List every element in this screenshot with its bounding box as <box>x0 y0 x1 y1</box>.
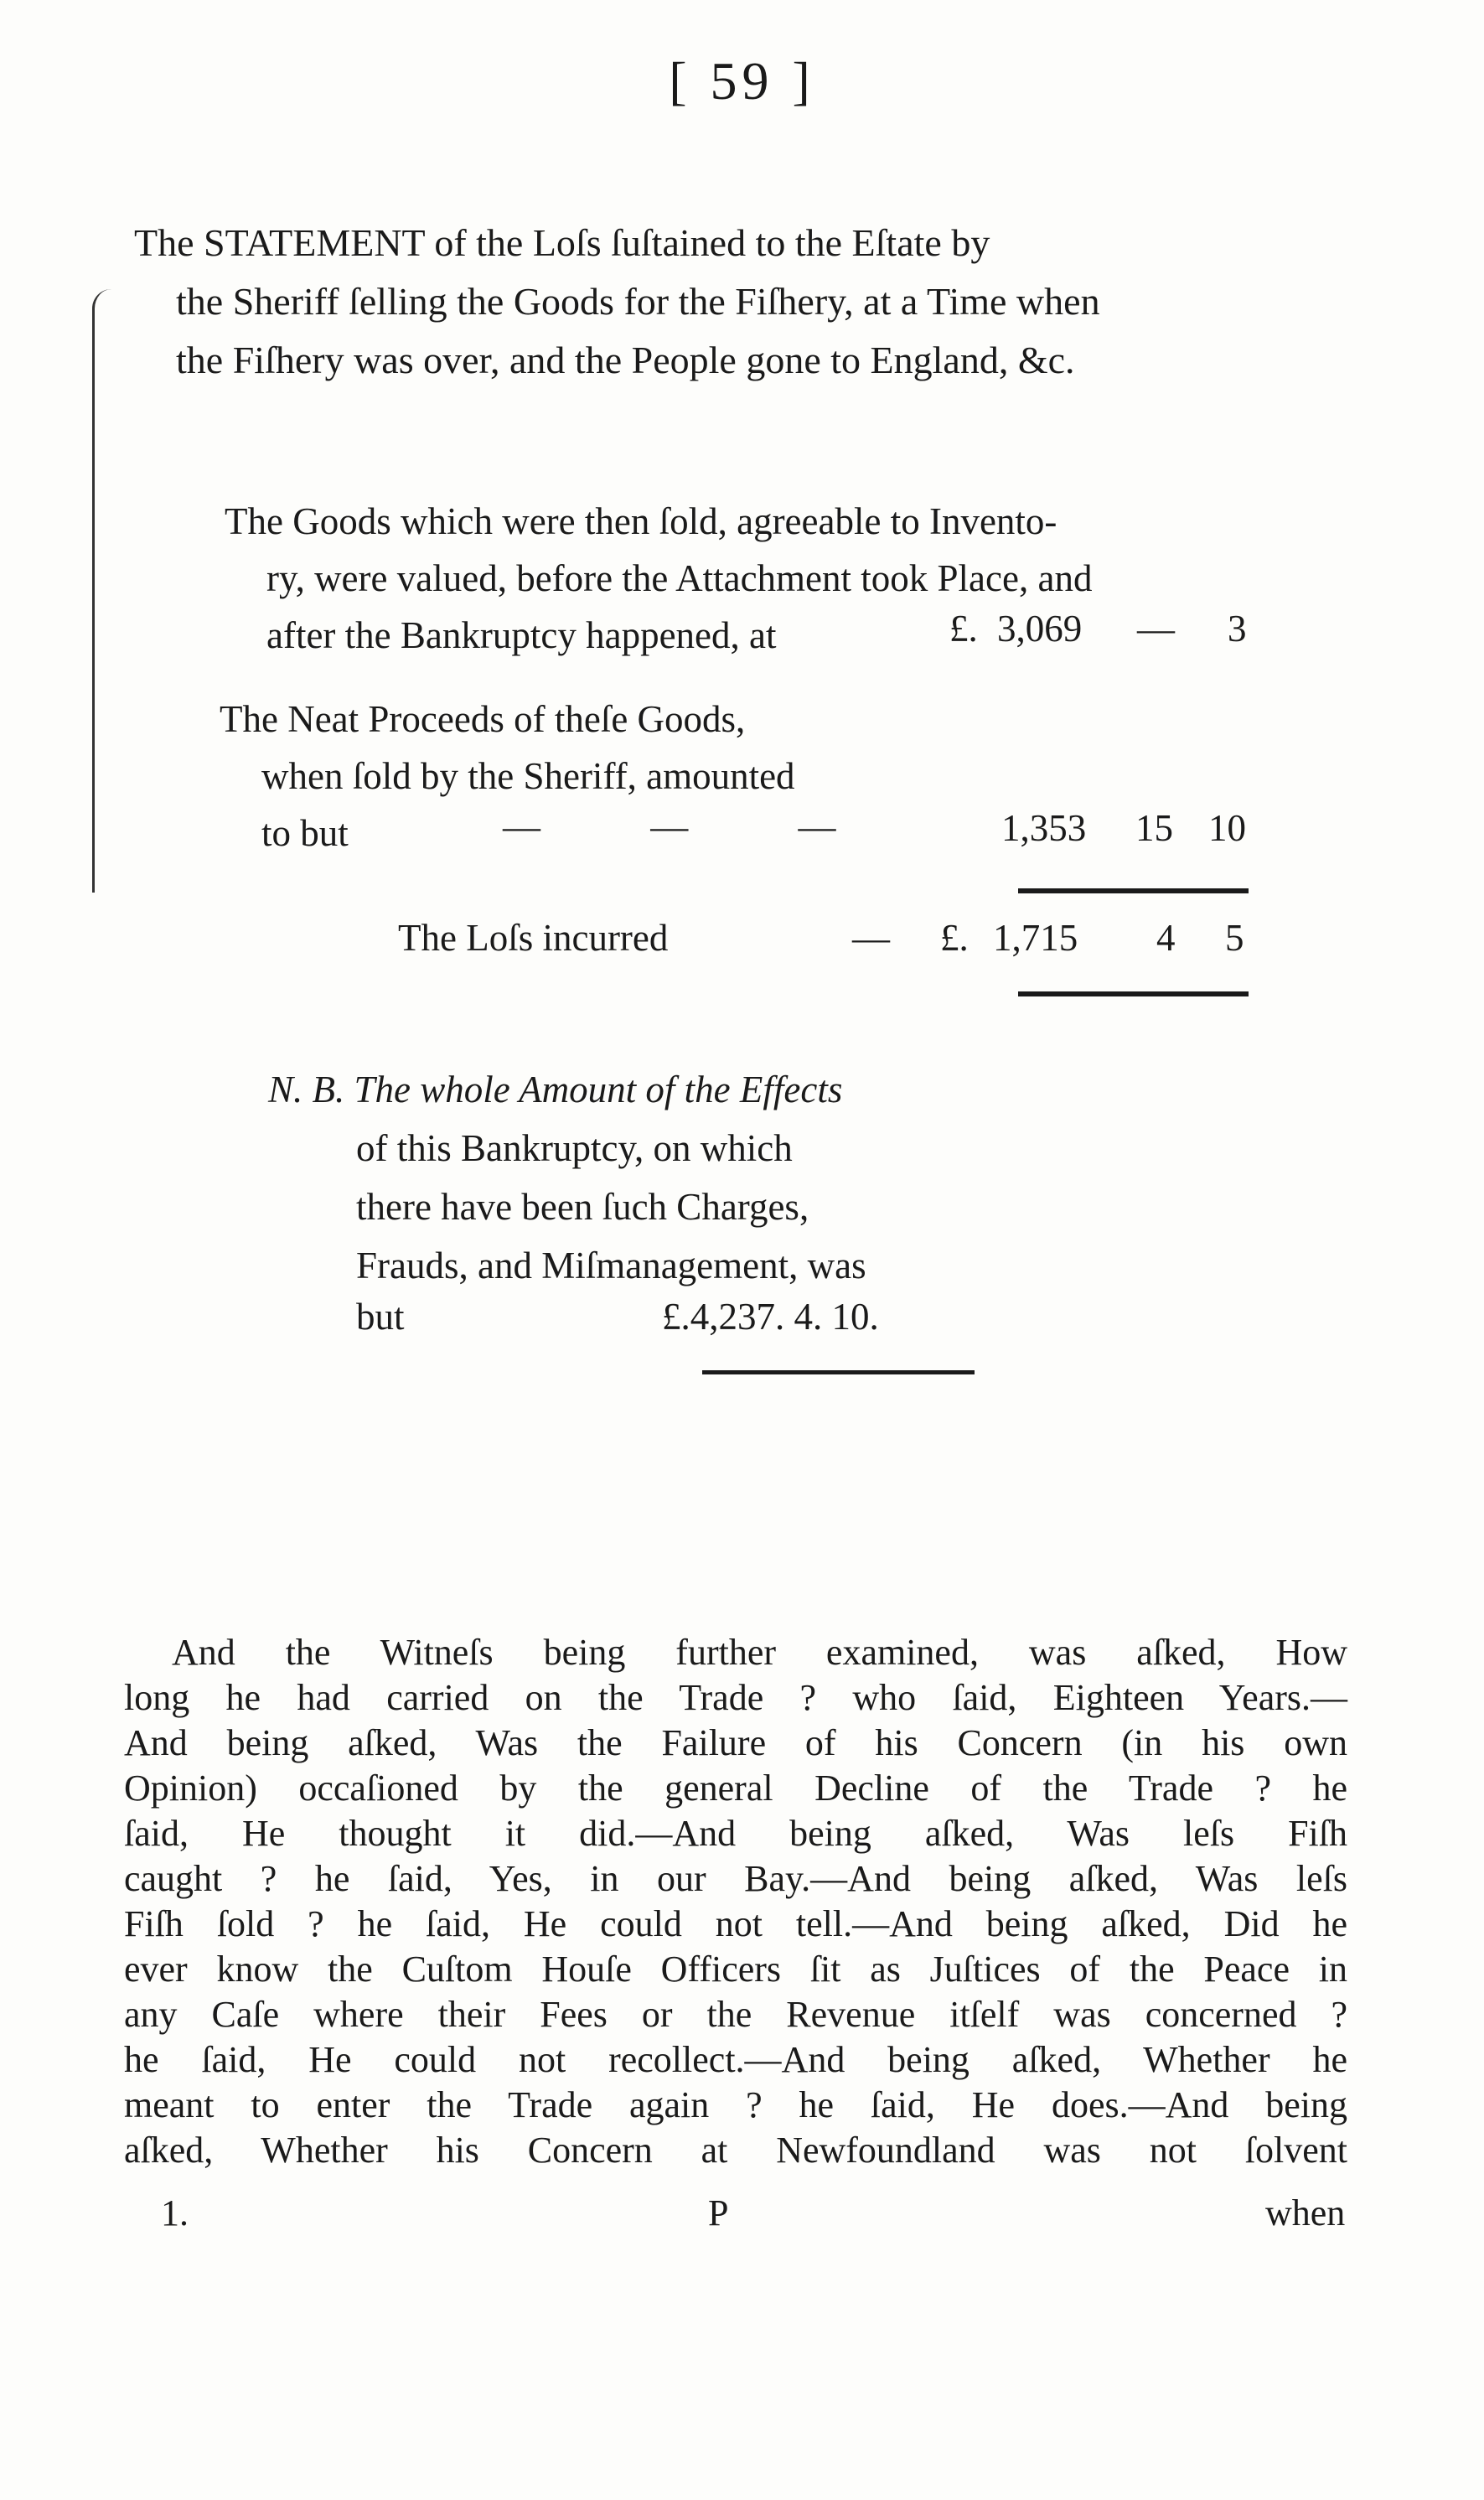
goods-valued-pence: 3 <box>1228 608 1247 650</box>
subtotal-rule <box>1018 888 1249 893</box>
body-line-1: And the Witneſs being further examined, was aſked, How <box>172 1632 1347 1673</box>
witness-paragraph <box>124 1630 1347 2173</box>
nb-line-1: N. B. The whole Amount of the Effects <box>268 1069 843 1110</box>
body-line-2: long he had carried on the Trade ? who ſaid, Eighteen Years.— <box>124 1677 1347 1718</box>
heading-line-1: The STATEMENT of the Loſs ſuſtained to the Eſtate by <box>134 221 990 264</box>
footer-volume: 1. <box>161 2192 189 2233</box>
nb-last-word: but <box>356 1296 405 1338</box>
neat-proceeds-shillings: 15 <box>1135 807 1173 849</box>
loss-pence: 5 <box>1225 917 1244 959</box>
nb-line-2: of this Bankruptcy, on which <box>356 1127 793 1169</box>
body-line-8: ever know the Cuſtom Houſe Officers ſit as Juſtices of the Peace in <box>124 1949 1347 1990</box>
loss-pounds: 1,715 <box>993 917 1078 959</box>
statement-heading <box>134 214 1366 390</box>
goods-valued-line-1: The Goods which were then ſold, agreeable to Invento- <box>225 500 1057 542</box>
nb-rule <box>702 1370 975 1374</box>
neat-proceeds-line-1: The Neat Proceeds of theſe Goods, <box>220 698 746 740</box>
loss-shillings: 4 <box>1156 917 1176 959</box>
body-line-3: And being aſked, Was the Failure of his Concern (in his own <box>124 1722 1347 1763</box>
goods-valued-line-3: after the Bankruptcy happened, at <box>266 614 777 656</box>
neat-proceeds-line-3: to but <box>261 812 349 854</box>
goods-valued-currency: £. <box>949 608 978 650</box>
margin-bracket <box>92 289 111 893</box>
goods-valued-shillings: — <box>1137 608 1175 650</box>
heading-line-3: the Fiſhery was over, and the People gone to England, &c. <box>176 339 1075 381</box>
neat-proceeds-dashes: — — — <box>503 805 887 847</box>
body-line-4: Opinion) occaſioned by the general Decline of the Trade ? he <box>124 1768 1347 1809</box>
nb-amount: £.4,237. 4. 10. <box>662 1296 879 1338</box>
nb-line-4: Frauds, and Miſmanagement, was <box>356 1245 866 1286</box>
body-line-6: caught ? he ſaid, Yes, in our Bay.—And being aſked, Was leſs <box>124 1858 1347 1899</box>
page-number: [ 59 ] <box>669 51 815 111</box>
goods-valued-pounds: 3,069 <box>997 608 1083 650</box>
nb-line-3: there have been ſuch Charges, <box>356 1186 809 1228</box>
neat-proceeds-pounds: 1,353 <box>1001 807 1087 849</box>
heading-line-2: the Sheriff ſelling the Goods for the Fiſhery, at a Time when <box>176 280 1100 323</box>
loss-label: The Loſs incurred <box>398 917 669 959</box>
body-line-12: aſked, Whether his Concern at Newfoundland was not ſolvent <box>124 2130 1347 2171</box>
neat-proceeds-line-2: when ſold by the Sheriff, amounted <box>261 755 795 797</box>
neat-proceeds-pence: 10 <box>1208 807 1246 849</box>
goods-valued-line-2: ry, were valued, before the Attachment took Place, and <box>266 557 1093 599</box>
nb-note <box>268 1060 866 1295</box>
body-line-9: any Caſe where their Fees or the Revenue itſelf was concerned ? <box>124 1994 1347 2035</box>
body-line-11: meant to enter the Trade again ? he ſaid, He does.—And being <box>124 2084 1347 2125</box>
total-rule <box>1018 991 1249 996</box>
body-line-5: ſaid, He thought it did.—And being aſked, Was leſs Fiſh <box>124 1813 1347 1854</box>
loss-currency: £. <box>940 917 969 959</box>
loss-dash: — <box>852 917 890 959</box>
body-line-10: he ſaid, He could not recollect.—And being aſked, Whether he <box>124 2039 1347 2080</box>
body-line-7: Fiſh ſold ? he ſaid, He could not tell.—And being aſked, Did he <box>124 1903 1347 1944</box>
footer-signature: P <box>708 2192 729 2233</box>
footer-catchword: when <box>1265 2192 1346 2233</box>
